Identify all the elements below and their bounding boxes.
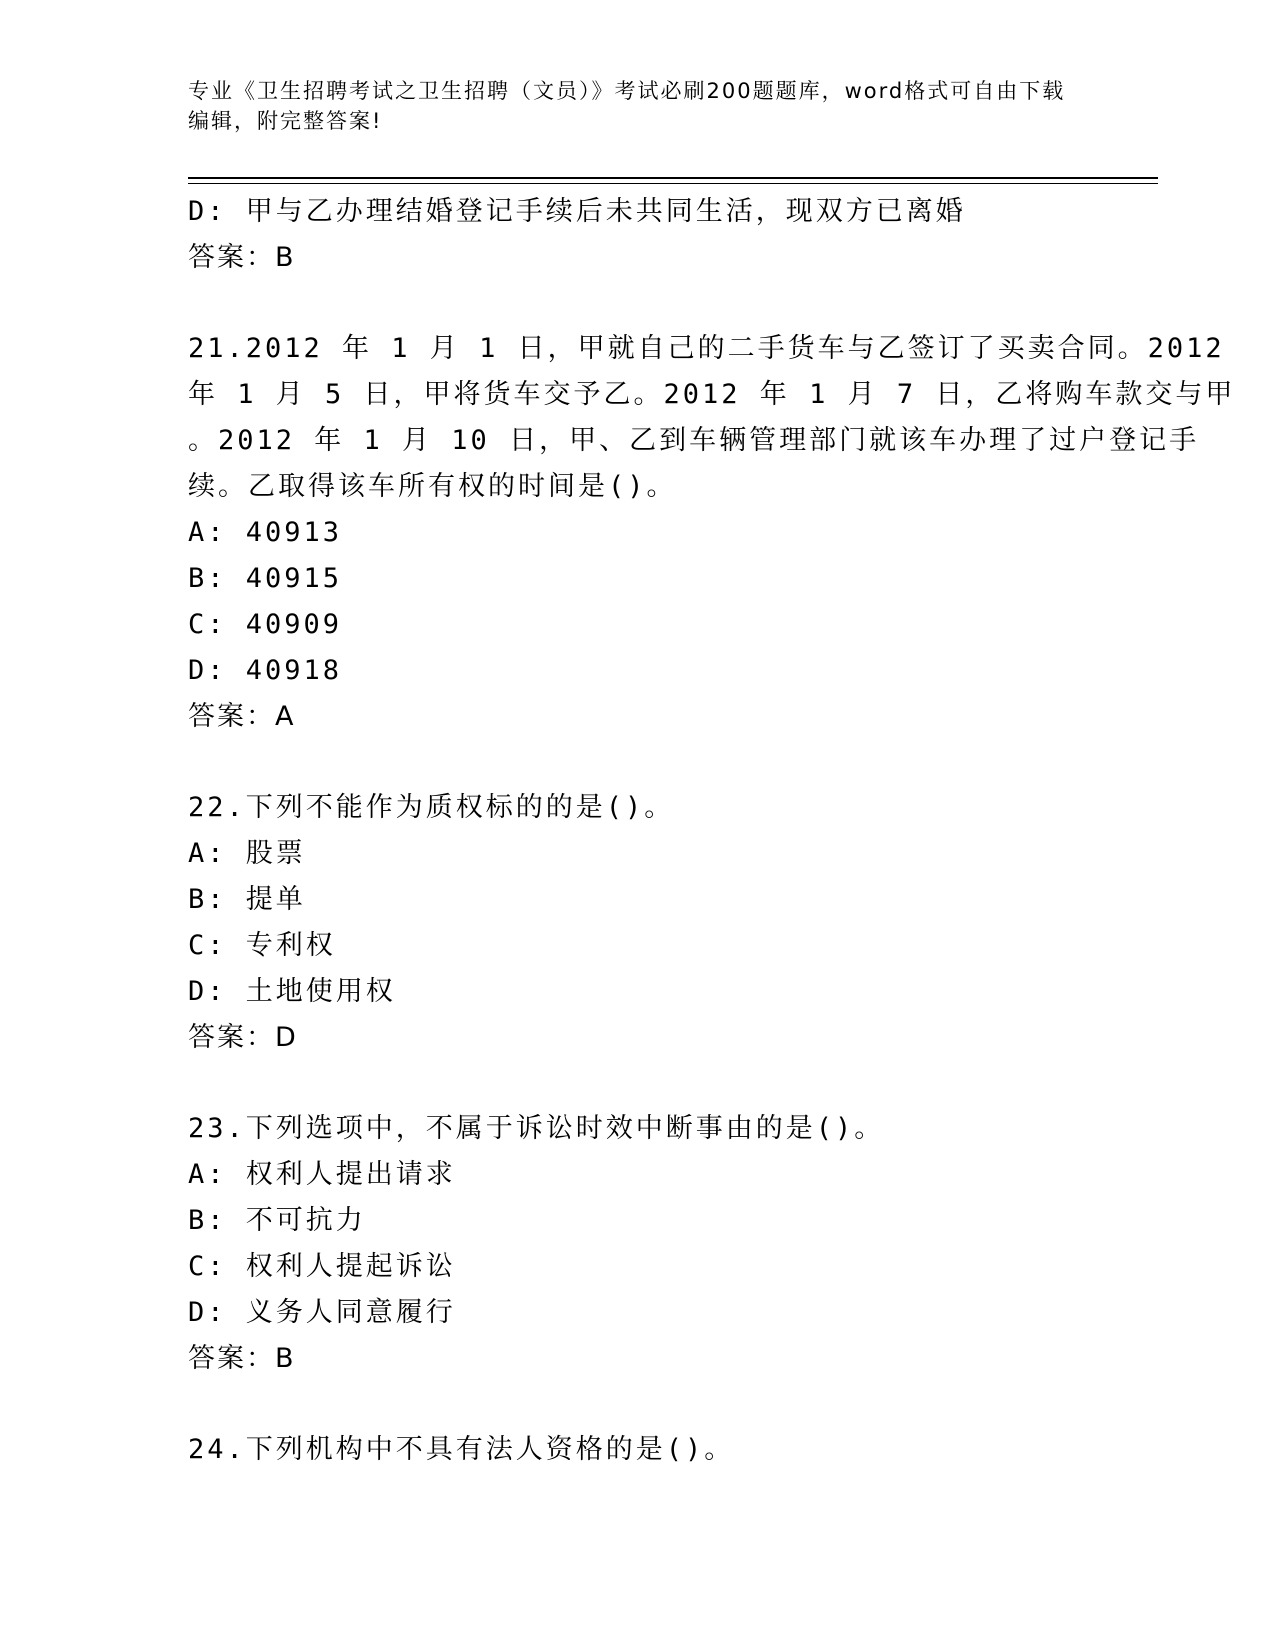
question-21 bbox=[188, 326, 1236, 740]
question-stem-line: 年 1 月 5 日，甲将货车交予乙。2012 年 1 月 7 日，乙将购车款交与甲 bbox=[188, 379, 1236, 410]
option-d: D: 土地使用权 bbox=[188, 976, 396, 1007]
answer-line: 答案：D bbox=[188, 1022, 298, 1053]
spacer bbox=[188, 281, 1088, 326]
option-b: B: 不可抗力 bbox=[188, 1205, 366, 1236]
question-stem-line: 。2012 年 1 月 10 日，甲、乙到车辆管理部门就该车办理了过户登记手 bbox=[188, 425, 1200, 456]
option-c: C: 专利权 bbox=[188, 930, 336, 961]
spacer bbox=[188, 1382, 1088, 1427]
question-24 bbox=[188, 1427, 1088, 1473]
header-rule-thick bbox=[188, 177, 1158, 179]
answer-line: 答案：B bbox=[188, 1343, 296, 1374]
option-d: D: 40918 bbox=[188, 655, 343, 686]
option-d: D: 甲与乙办理结婚登记手续后未共同生活，现双方已离婚 bbox=[188, 196, 966, 227]
header-rule-thin bbox=[188, 183, 1158, 184]
question-stem-line: 21.2012 年 1 月 1 日，甲就自己的二手货车与乙签订了买卖合同。2012 bbox=[188, 333, 1225, 364]
spacer bbox=[188, 740, 1088, 785]
option-a: A: 40913 bbox=[188, 517, 343, 548]
question-23 bbox=[188, 1106, 1088, 1382]
option-c: C: 40909 bbox=[188, 609, 343, 640]
question-20-tail bbox=[188, 189, 1088, 281]
option-b: B: 40915 bbox=[188, 563, 343, 594]
option-a: A: 权利人提出请求 bbox=[188, 1159, 456, 1190]
document-header: 专业《卫生招聘考试之卫生招聘（文员）》考试必刷200题题库，word格式可自由下载编辑，附完整答案! bbox=[188, 79, 1066, 133]
question-list bbox=[188, 189, 1236, 1473]
answer-line: 答案：A bbox=[188, 701, 296, 732]
option-b: B: 提单 bbox=[188, 884, 306, 915]
spacer bbox=[188, 1061, 1088, 1106]
question-stem: 23.下列选项中，不属于诉讼时效中断事由的是()。 bbox=[188, 1113, 885, 1144]
option-c: C: 权利人提起诉讼 bbox=[188, 1251, 456, 1282]
question-22 bbox=[188, 785, 1088, 1061]
option-a: A: 股票 bbox=[188, 838, 306, 869]
option-d: D: 义务人同意履行 bbox=[188, 1297, 456, 1328]
answer-line: 答案：B bbox=[188, 242, 296, 273]
question-stem: 22.下列不能作为质权标的的是()。 bbox=[188, 792, 675, 823]
question-stem: 24.下列机构中不具有法人资格的是()。 bbox=[188, 1434, 735, 1465]
question-stem-line: 续。乙取得该车所有权的时间是()。 bbox=[188, 471, 677, 502]
